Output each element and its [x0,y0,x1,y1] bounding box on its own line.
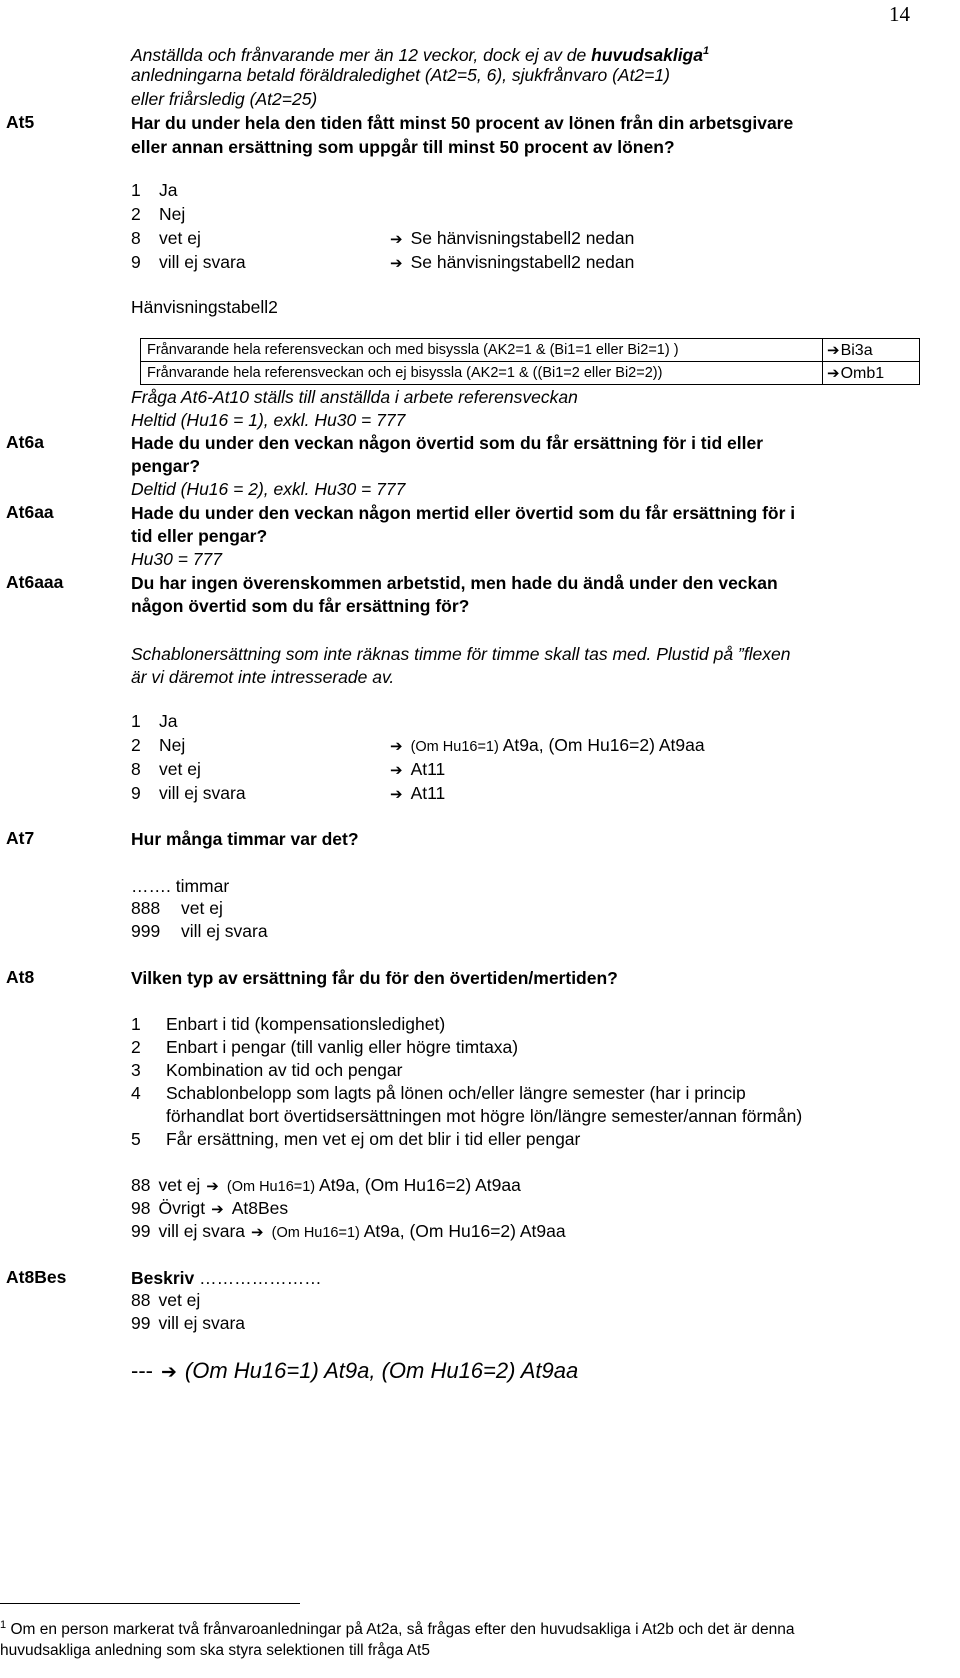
at5-option: 2 Nej [131,204,186,224]
at7-question: Hur många timmar var det? [131,829,359,849]
at8-option: 3 Kombination av tid och pengar [131,1060,403,1080]
page-number: 14 [889,2,910,26]
at6-option: 8 vet ej [131,759,201,779]
table-row [141,362,920,385]
at6aaa-question-line-1: Du har ingen överenskommen arbetstid, men hade du ändå under den veckan [131,573,778,593]
table-cell-target: ➔Bi3a [823,339,920,362]
at5-question-line-1: Har du under hela den tiden fått minst 50 procent av lönen från din arbetsgivare [131,113,794,133]
at8bes-option: 88 vet ej [131,1290,201,1310]
at8-question: Vilken typ av ersättning får du för den övertiden/mertiden? [131,968,618,988]
table-row [141,339,920,362]
arrow-right-icon: ➔ [390,254,403,272]
at8-extra-option: 99 vill ej svara ➔ (Om Hu16=1) At9a, (Om Hu16=2) At9aa [131,1221,566,1241]
question-label-at6a: At6a [6,432,44,452]
arrow-right-icon: ➔ [211,1200,224,1218]
arrow-right-icon: ➔ [390,737,403,755]
at5-option-route: ➔ Se hänvisningstabell2 nedan [390,252,635,272]
at6a-condition: Heltid (Hu16 = 1), exkl. Hu30 = 777 [131,410,406,430]
reference-table [140,338,920,385]
at8bes-option: 99 vill ej svara [131,1313,246,1333]
arrow-right-icon: ➔ [827,340,840,359]
at6-option: 1 Ja [131,711,178,731]
at6a-question-line-1: Hade du under den veckan någon övertid som du får ersättning för i tid eller [131,433,764,453]
at6aaa-question-line-2: någon övertid som du får ersättning för? [131,596,470,616]
final-routing: --- ➔ (Om Hu16=1) At9a, (Om Hu16=2) At9aa [131,1358,579,1383]
at6a-question-line-2: pengar? [131,456,201,476]
arrow-right-icon: ➔ [390,761,403,779]
at6aa-question-line-2: tid eller pengar? [131,526,268,546]
table-cell-condition: Frånvarande hela referensveckan och med bisyssla (AK2=1 & (Bi1=1 eller Bi2=1) ) [141,339,823,362]
at8-option: 2 Enbart i pengar (till vanlig eller högre timtaxa) [131,1037,519,1057]
at5-option: 8 vet ej [131,228,201,248]
at6-intro: Fråga At6-At10 ställs till anställda i arbete referensveckan [131,387,578,407]
at8-option: 4 Schablonbelopp som lagts på lönen och/eller längre semester (har i princip [131,1083,746,1103]
at8-option: 5 Får ersättning, men vet ej om det blir i tid eller pengar [131,1129,581,1149]
at7-option: 999 vill ej svara [131,921,268,941]
footnote-ref: 1 [702,45,710,57]
at6aa-condition: Deltid (Hu16 = 2), exkl. Hu30 = 777 [131,479,406,499]
table-cell-condition: Frånvarande hela referensveckan och ej bisyssla (AK2=1 & ((Bi1=2 eller Bi2=2)) [141,362,823,385]
at8-option: 1 Enbart i tid (kompensationsledighet) [131,1014,446,1034]
at5-question-line-2: eller annan ersättning som uppgår till minst 50 procent av lönen? [131,137,675,157]
question-label-at8bes: At8Bes [6,1267,67,1287]
question-label-at6aaa: At6aaa [6,572,64,592]
at5-condition-bold: huvudsakliga [591,44,703,65]
at8-option-continuation: förhandlat bort övertidsersättningen mot högre lön/längre semester/annan förmån) [166,1106,803,1126]
at7-option: 888 vet ej [131,898,223,918]
table-cell-target: ➔Omb1 [823,362,920,385]
at5-condition-line-2: anledningarna betald föräldraledighet (At2=5, 6), sjukfrånvaro (At2=1) [131,65,670,85]
at6-note-line-1: Schablonersättning som inte räknas timme för timme skall tas med. Plustid på ”flexen [131,644,791,664]
ref-table-title: Hänvisningstabell2 [131,297,278,317]
question-label-at6aa: At6aa [6,502,54,522]
question-label-at8: At8 [6,967,35,987]
at6-option-route: ➔ (Om Hu16=1) At9a, (Om Hu16=2) At9aa [390,735,705,755]
at5-option-route: ➔ Se hänvisningstabell2 nedan [390,228,635,248]
arrow-right-icon: ➔ [390,785,403,803]
question-label-at7: At7 [6,828,35,848]
at6-option-route: ➔ At11 [390,759,446,779]
at5-condition-line-1 [131,40,709,66]
arrow-right-icon: ➔ [390,230,403,248]
at8bes-prompt[interactable]: Beskriv ………………… [131,1268,322,1288]
at5-condition-line-3: eller friårsledig (At2=25) [131,89,318,109]
at6-note-line-2: är vi däremot inte intresserade av. [131,667,395,687]
at6-option-route: ➔ At11 [390,783,446,803]
at6-option: 2 Nej [131,735,186,755]
arrow-right-icon: ➔ [160,1361,177,1383]
at6aaa-condition: Hu30 = 777 [131,549,222,569]
at8-extra-option: 88 vet ej ➔ (Om Hu16=1) At9a, (Om Hu16=2) At9aa [131,1175,521,1195]
hours-input-line[interactable]: ……. timmar [131,876,230,896]
at8-extra-option: 98 Övrigt ➔ At8Bes [131,1198,289,1218]
at5-condition-text: Anställda och frånvarande mer än 12 veckor, dock ej av de [131,44,592,65]
at6-option: 9 vill ej svara [131,783,246,803]
at6aa-question-line-1: Hade du under den veckan någon mertid eller övertid som du får ersättning för i [131,503,796,523]
question-label-at5: At5 [6,112,35,132]
at5-option: 1 Ja [131,180,178,200]
arrow-right-icon: ➔ [206,1177,219,1195]
at5-option: 9 vill ej svara [131,252,246,272]
footnote: $^1$ Om en person markerat två frånvaroanledningar på At2a, så frågas efter den huvudsakliga i At2b och det är denna huvudsakliga anledning som ska styra selektionen till fråga At5 [0,1619,795,1660]
arrow-right-icon: ➔ [251,1223,264,1241]
arrow-right-icon: ➔ [827,363,840,382]
footnote-separator [0,1603,300,1604]
